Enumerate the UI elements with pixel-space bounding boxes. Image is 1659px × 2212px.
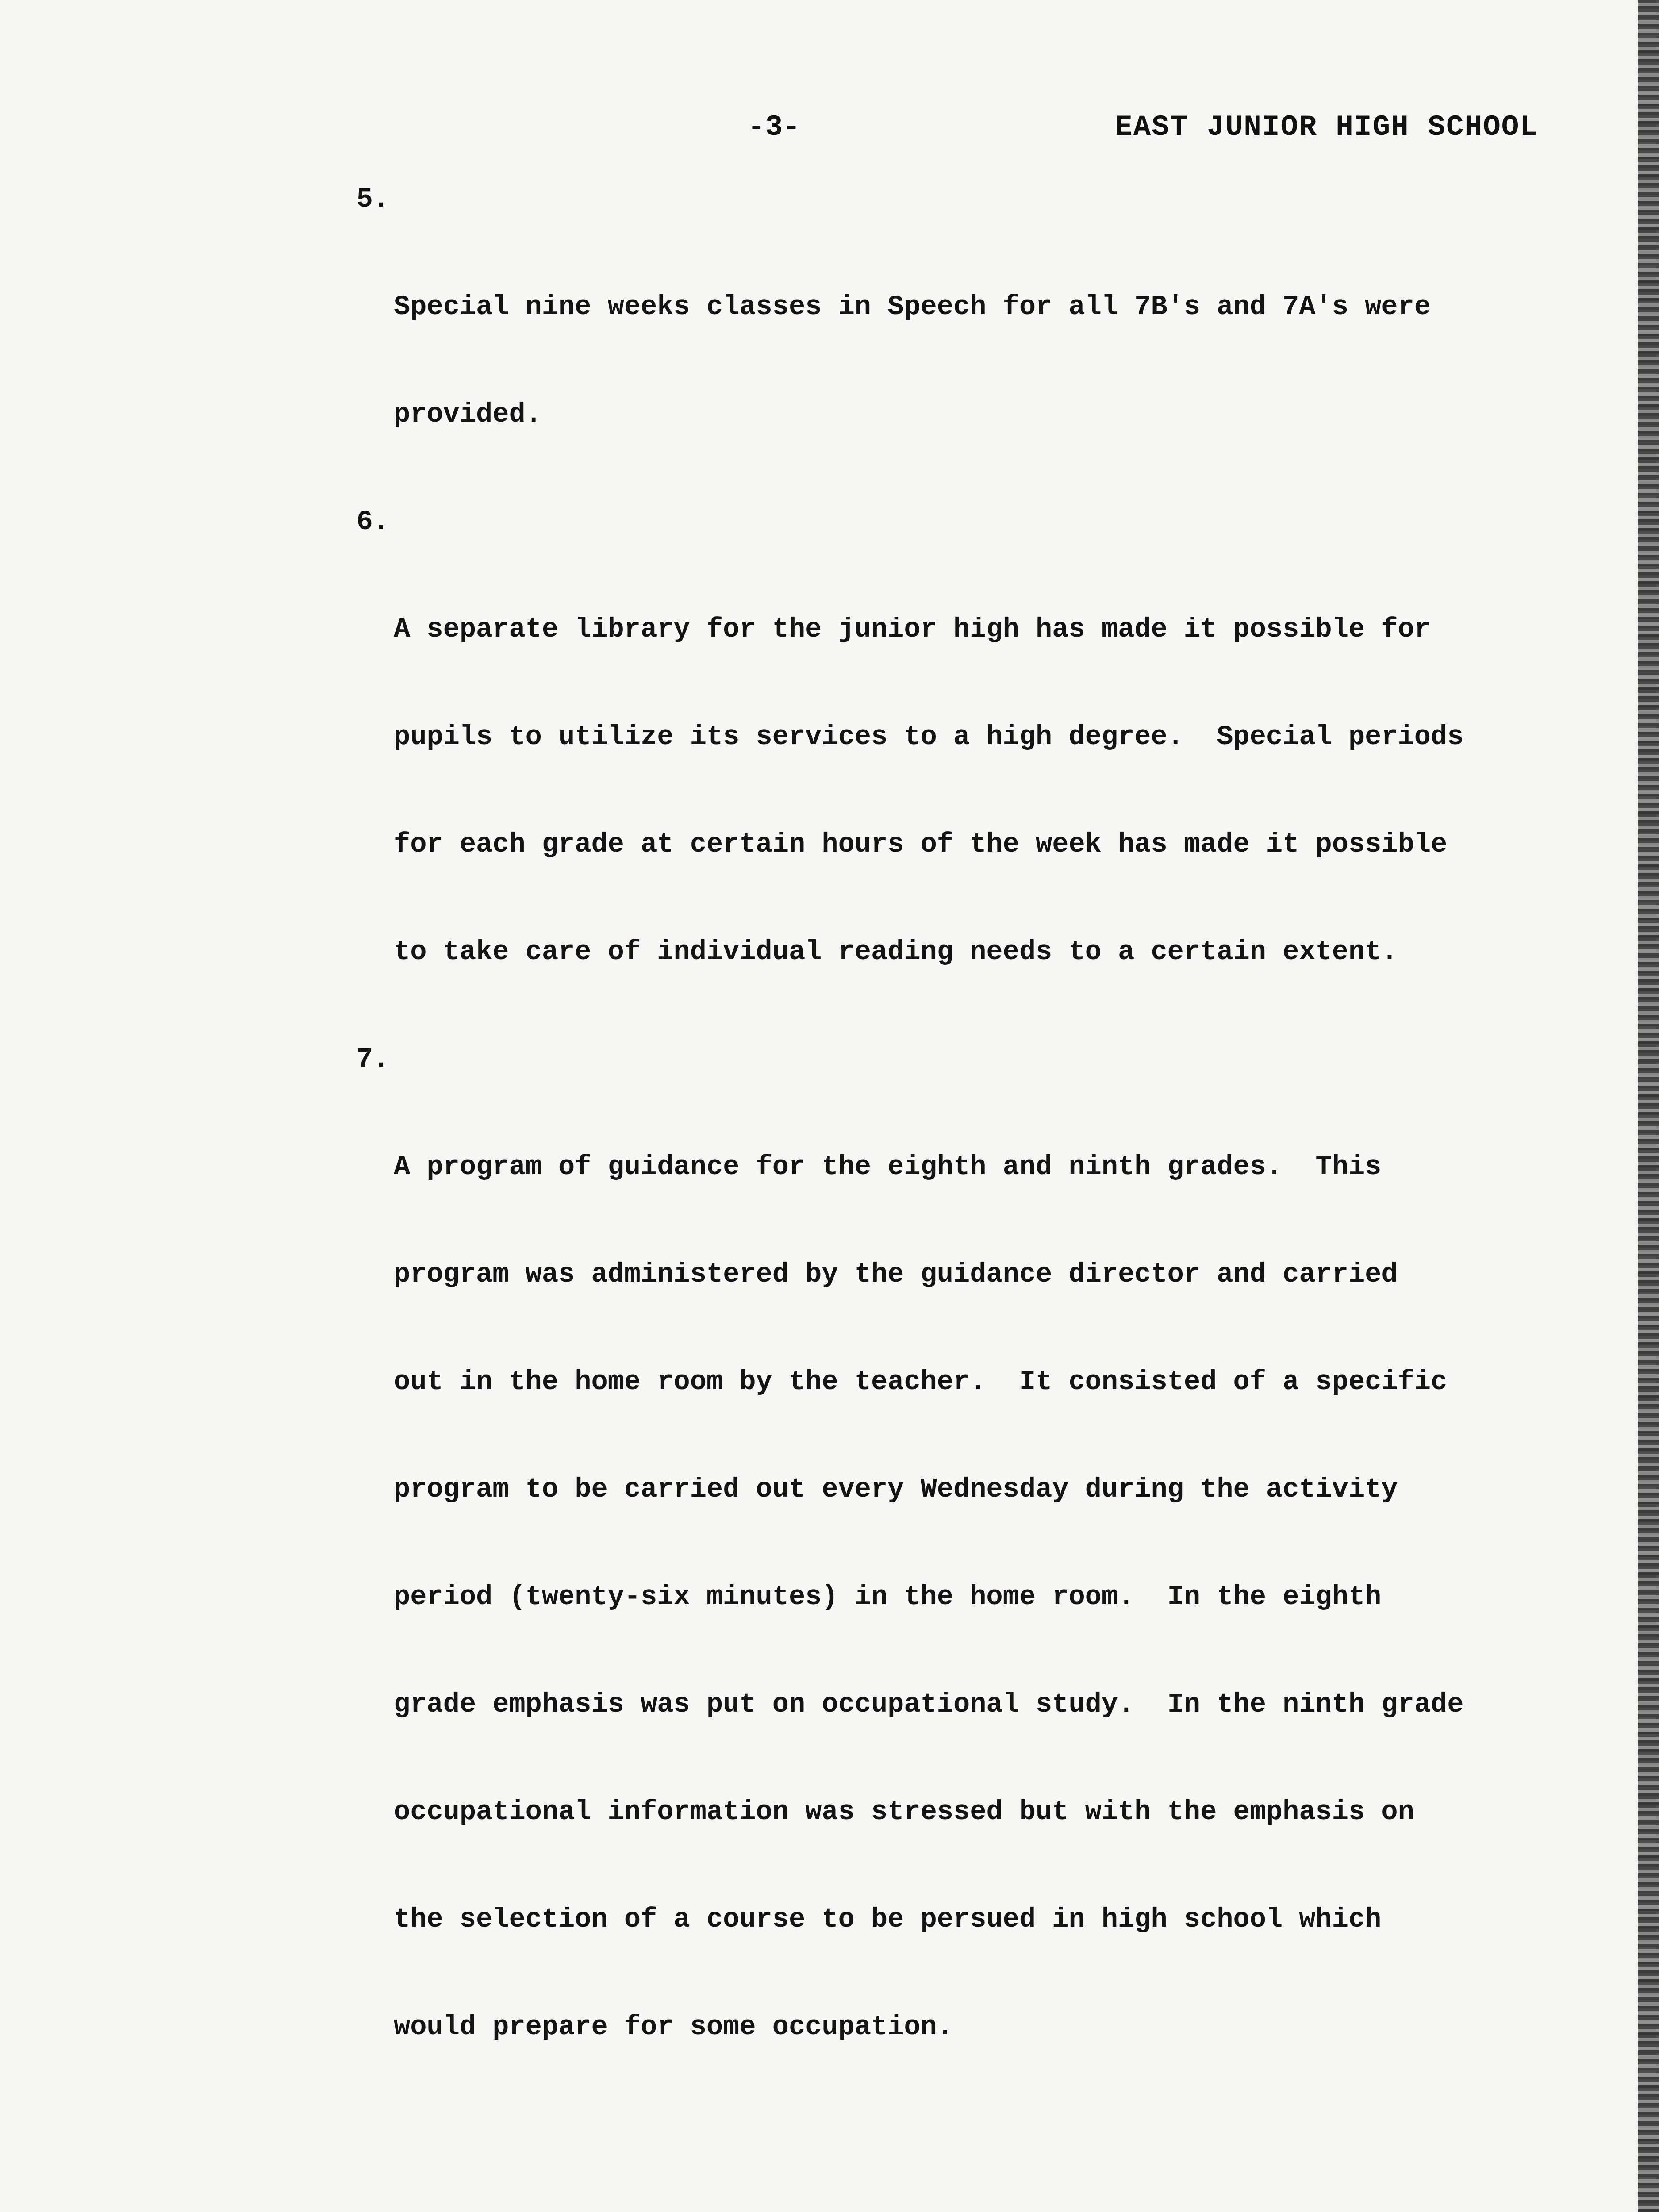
text-line: for each grade at certain hours of the week has made it possible	[394, 829, 1448, 860]
scan-edge	[1638, 0, 1659, 2212]
item-number: 7.	[356, 1044, 389, 1075]
document-body	[319, 181, 1601, 2212]
item-number: 5.	[356, 184, 389, 215]
text-line: grade emphasis was put on occupational study. In the ninth grade	[394, 1689, 1464, 1720]
guidance-paragraph	[319, 2152, 1601, 2212]
text-line: the selection of a course to be persued in high school which	[394, 1904, 1382, 1935]
list-item	[319, 181, 1601, 504]
list-item	[319, 1041, 1601, 2116]
item-number: 6.	[356, 506, 389, 538]
text-line: program was administered by the guidance director and carried	[394, 1259, 1398, 1290]
page-header	[0, 111, 1659, 150]
text-line: A separate library for the junior high has made it possible for	[394, 614, 1431, 645]
text-line: period (twenty-six minutes) in the home room. In the eighth	[394, 1581, 1382, 1613]
text-line: A program of guidance for the eighth and ninth grades. This	[394, 1151, 1382, 1183]
text-line: out in the home room by the teacher. It consisted of a specific	[394, 1366, 1448, 1398]
list-item	[319, 504, 1601, 1041]
text-line: to take care of individual reading needs to a certain extent.	[394, 936, 1398, 968]
school-name: EAST JUNIOR HIGH SCHOOL	[1115, 111, 1538, 144]
text-line: would prepare for some occupation.	[394, 2011, 954, 2043]
text-line: occupational information was stressed but with the emphasis on	[394, 1796, 1414, 1828]
text-line: provided.	[394, 399, 542, 430]
page-number: -3-	[748, 111, 800, 144]
text-line: Special nine weeks classes in Speech for all 7B's and 7A's were	[394, 291, 1431, 323]
text-line: program to be carried out every Wednesday during the activity	[394, 1474, 1398, 1505]
text-line: pupils to utilize its services to a high degree. Special periods	[394, 721, 1464, 753]
